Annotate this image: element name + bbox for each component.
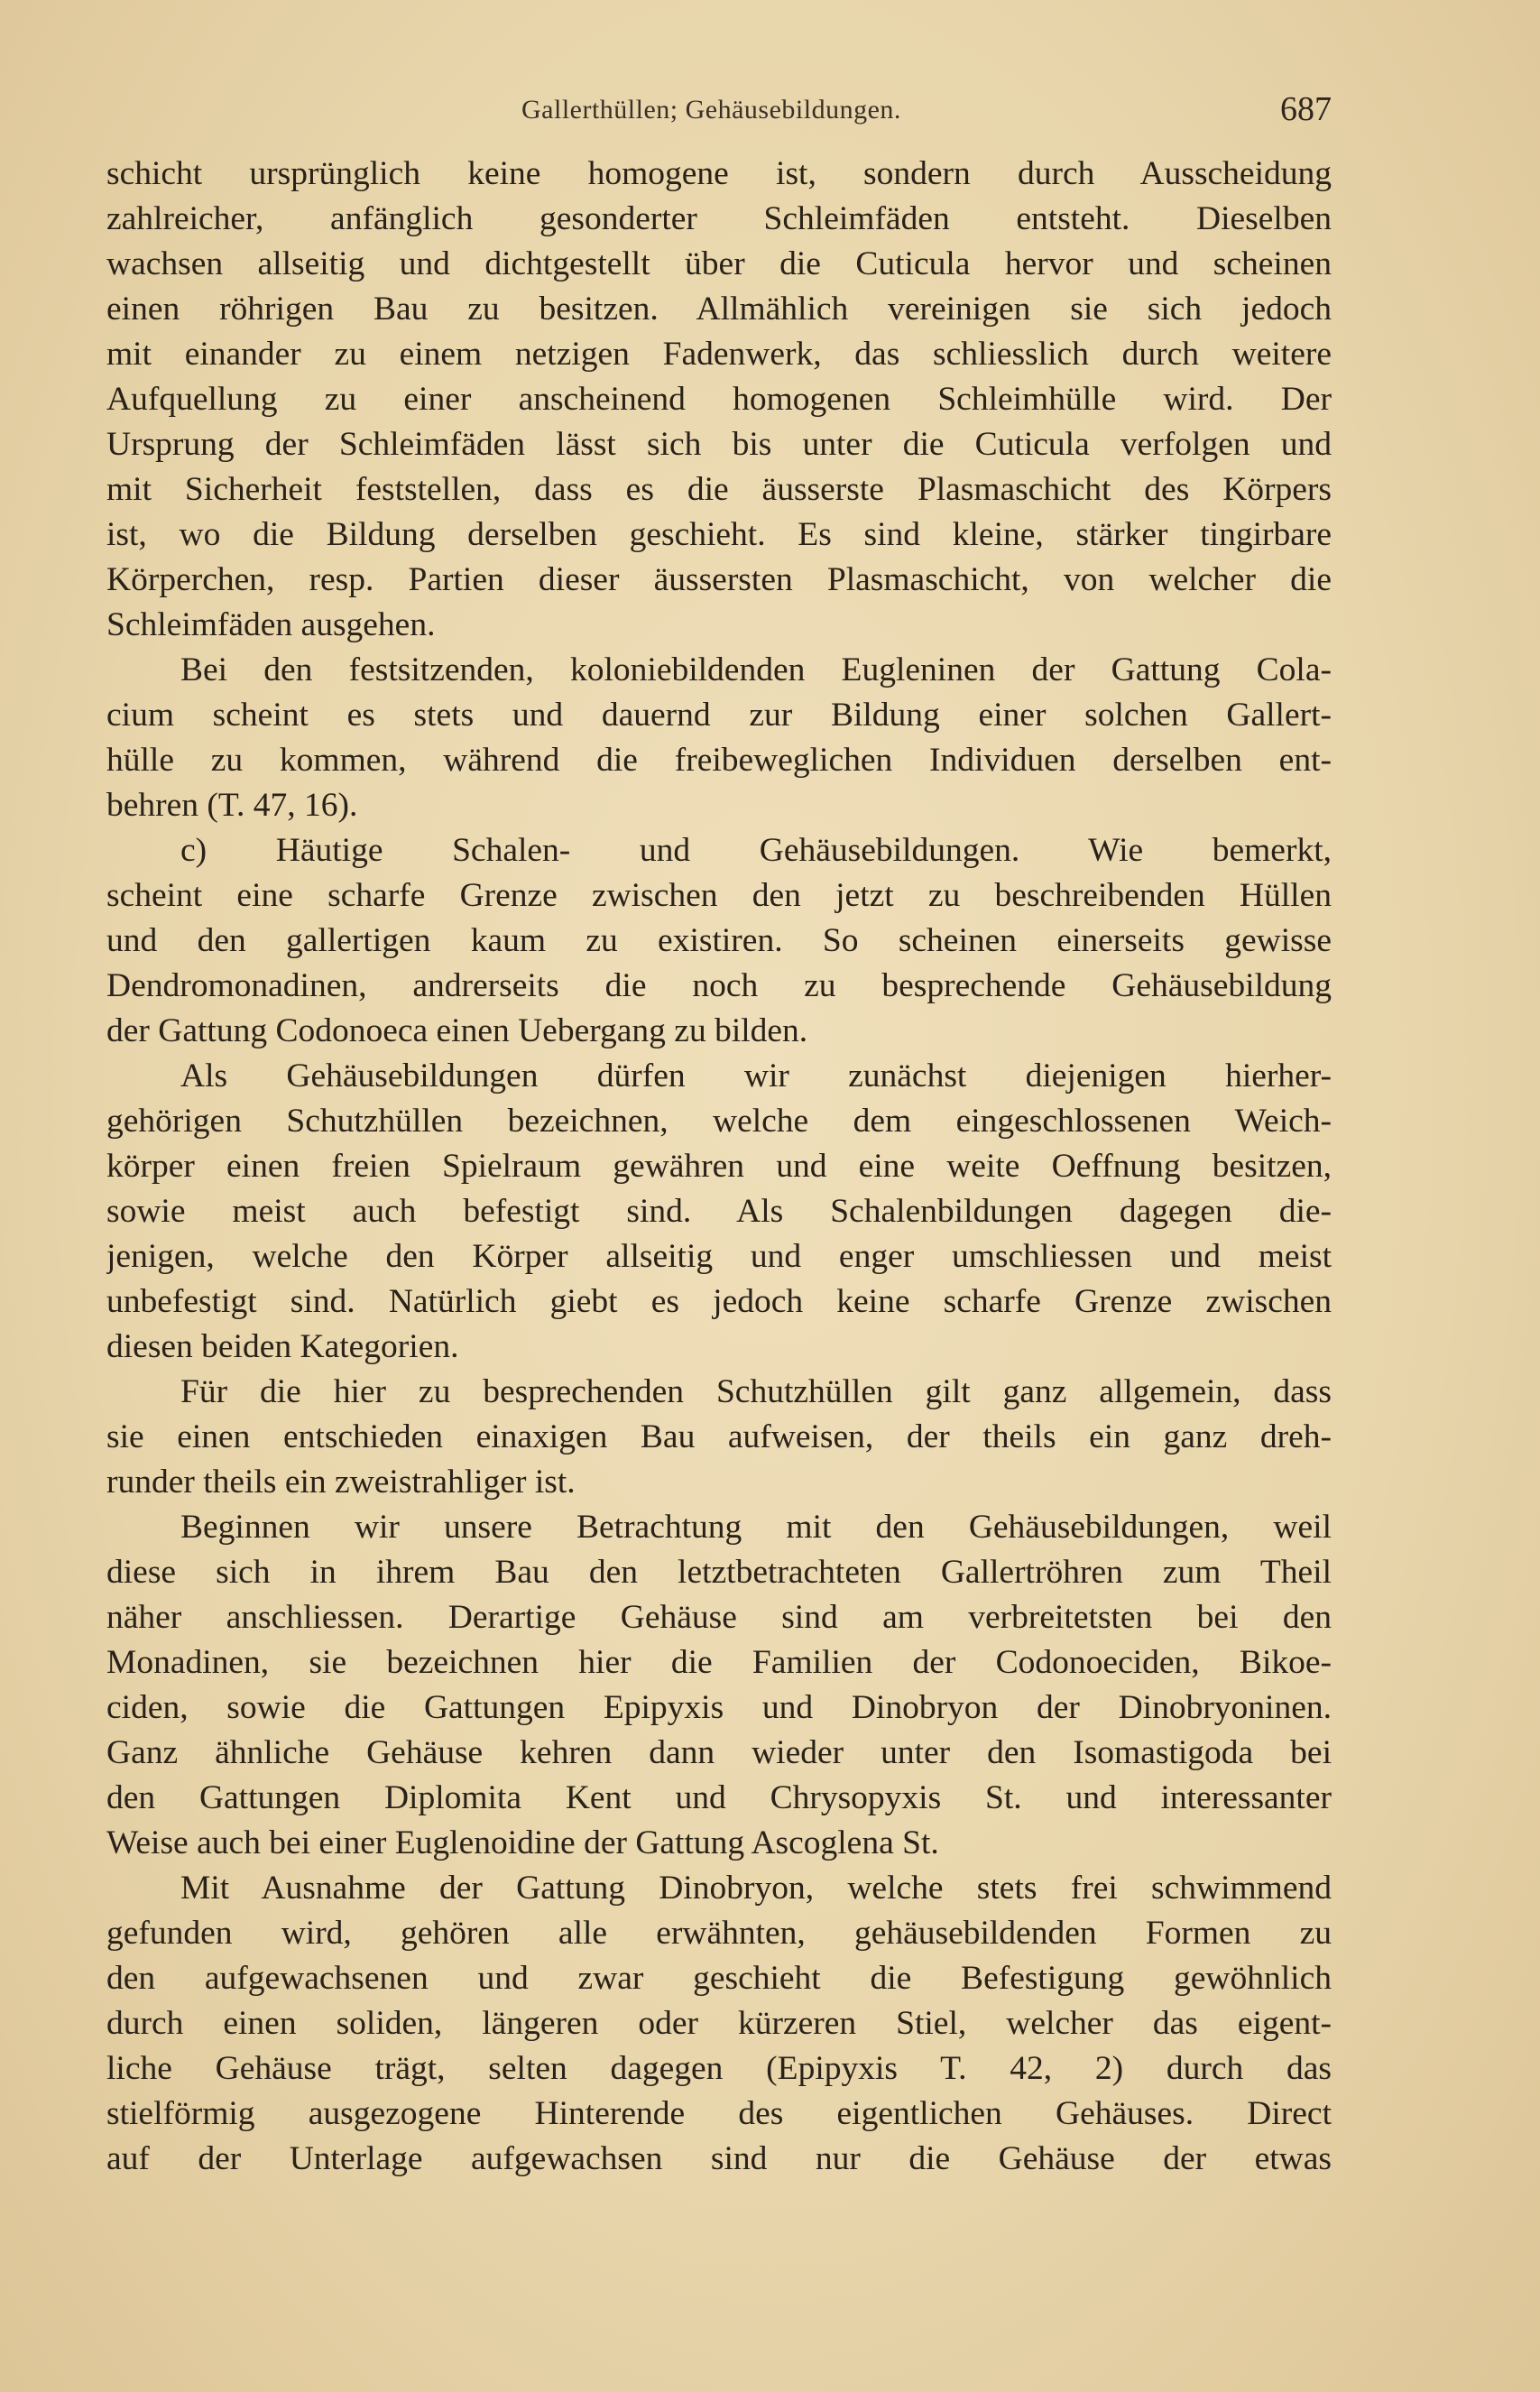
page-number: 687: [1280, 90, 1332, 128]
text-line: sie einen entschieden einaxigen Bau aufweisen, der theils ein ganz dreh-: [106, 1418, 1332, 1455]
text-line: behren (T. 47, 16).: [106, 787, 358, 824]
text-line: Monadinen, sie bezeichnen hier die Familien der Codonoeciden, Bikoe-: [106, 1644, 1332, 1681]
running-title: Gallerthüllen; Gehäusebildungen.: [521, 95, 901, 125]
text-line: einen röhrigen Bau zu besitzen. Allmählich vereinigen sie sich jedoch: [106, 291, 1332, 328]
text-line: Dendromonadinen, andrerseits die noch zu besprechende Gehäusebildung: [106, 967, 1332, 1004]
text-line: runder theils ein zweistrahliger ist.: [106, 1464, 576, 1501]
text-line: der Gattung Codonoeca einen Uebergang zu bilden.: [106, 1012, 808, 1049]
text-line: mit Sicherheit feststellen, dass es die äusserste Plasmaschicht des Körpers: [106, 471, 1332, 508]
text-line: Körperchen, resp. Partien dieser äussersten Plasmaschicht, von welcher die: [106, 561, 1332, 598]
text-line: den aufgewachsenen und zwar geschieht die Befestigung gewöhnlich: [106, 1960, 1332, 1997]
text-line: Aufquellung zu einer anscheinend homogenen Schleimhülle wird. Der: [106, 381, 1332, 418]
text-line: wachsen allseitig und dichtgestellt über die Cuticula hervor und scheinen: [106, 245, 1332, 282]
text-line: Beginnen wir unsere Betrachtung mit den Gehäusebildungen, weil: [180, 1509, 1332, 1546]
text-line: mit einander zu einem netzigen Fadenwerk, das schliesslich durch weitere: [106, 336, 1332, 373]
text-line: Weise auch bei einer Euglenoidine der Gattung Ascoglena St.: [106, 1824, 939, 1861]
body-text: [106, 152, 1332, 2182]
text-line: zahlreicher, anfänglich gesonderter Schleimfäden entsteht. Dieselben: [106, 200, 1332, 237]
text-line: liche Gehäuse trägt, selten dagegen (Epipyxis T. 42, 2) durch das: [106, 2050, 1332, 2087]
text-line: gefunden wird, gehören alle erwähnten, gehäusebildenden Formen zu: [106, 1915, 1332, 1952]
text-line: cium scheint es stets und dauernd zur Bildung einer solchen Gallert-: [106, 697, 1332, 734]
text-line: diese sich in ihrem Bau den letztbetrachteten Gallertröhren zum Theil: [106, 1554, 1332, 1591]
text-line: gehörigen Schutzhüllen bezeichnen, welche dem eingeschlossenen Weich-: [106, 1103, 1332, 1140]
text-line: durch einen soliden, längeren oder kürzeren Stiel, welcher das eigent-: [106, 2005, 1332, 2042]
text-line: ciden, sowie die Gattungen Epipyxis und Dinobryon der Dinobryoninen.: [106, 1689, 1332, 1726]
text-line: diesen beiden Kategorien.: [106, 1328, 459, 1365]
text-line: Ganz ähnliche Gehäuse kehren dann wieder unter den Isomastigoda bei: [106, 1734, 1332, 1771]
text-line: Ursprung der Schleimfäden lässt sich bis unter die Cuticula verfolgen und: [106, 426, 1332, 463]
text-line: c) Häutige Schalen- und Gehäusebildungen. Wie bemerkt,: [180, 832, 1332, 869]
text-line: Für die hier zu besprechenden Schutzhüllen gilt ganz allgemein, dass: [180, 1373, 1332, 1410]
text-line: auf der Unterlage aufgewachsen sind nur die Gehäuse der etwas: [106, 2140, 1332, 2177]
page-header: [106, 86, 1332, 140]
text-line: Schleimfäden ausgehen.: [106, 606, 436, 643]
text-line: körper einen freien Spielraum gewähren und eine weite Oeffnung besitzen,: [106, 1148, 1332, 1185]
text-line: stielförmig ausgezogene Hinterende des eigentlichen Gehäuses. Direct: [106, 2095, 1332, 2132]
text-line: Als Gehäusebildungen dürfen wir zunächst diejenigen hierher-: [180, 1057, 1332, 1094]
text-line: schicht ursprünglich keine homogene ist, sondern durch Ausscheidung: [106, 155, 1332, 192]
text-line: Bei den festsitzenden, koloniebildenden Eugleninen der Gattung Cola-: [180, 651, 1332, 688]
text-line: und den gallertigen kaum zu existiren. So scheinen einerseits gewisse: [106, 922, 1332, 959]
text-line: näher anschliessen. Derartige Gehäuse sind am verbreitetsten bei den: [106, 1599, 1332, 1636]
text-line: scheint eine scharfe Grenze zwischen den jetzt zu beschreibenden Hüllen: [106, 877, 1332, 914]
text-line: jenigen, welche den Körper allseitig und enger umschliessen und meist: [106, 1238, 1332, 1275]
text-line: Mit Ausnahme der Gattung Dinobryon, welche stets frei schwimmend: [180, 1870, 1332, 1907]
text-line: ist, wo die Bildung derselben geschieht. Es sind kleine, stärker tingirbare: [106, 516, 1332, 553]
text-line: sowie meist auch befestigt sind. Als Schalenbildungen dagegen die-: [106, 1193, 1332, 1230]
text-line: hülle zu kommen, während die freibeweglichen Individuen derselben ent-: [106, 742, 1332, 779]
text-line: den Gattungen Diplomita Kent und Chrysopyxis St. und interessanter: [106, 1779, 1332, 1816]
text-line: unbefestigt sind. Natürlich giebt es jedoch keine scharfe Grenze zwischen: [106, 1283, 1332, 1320]
